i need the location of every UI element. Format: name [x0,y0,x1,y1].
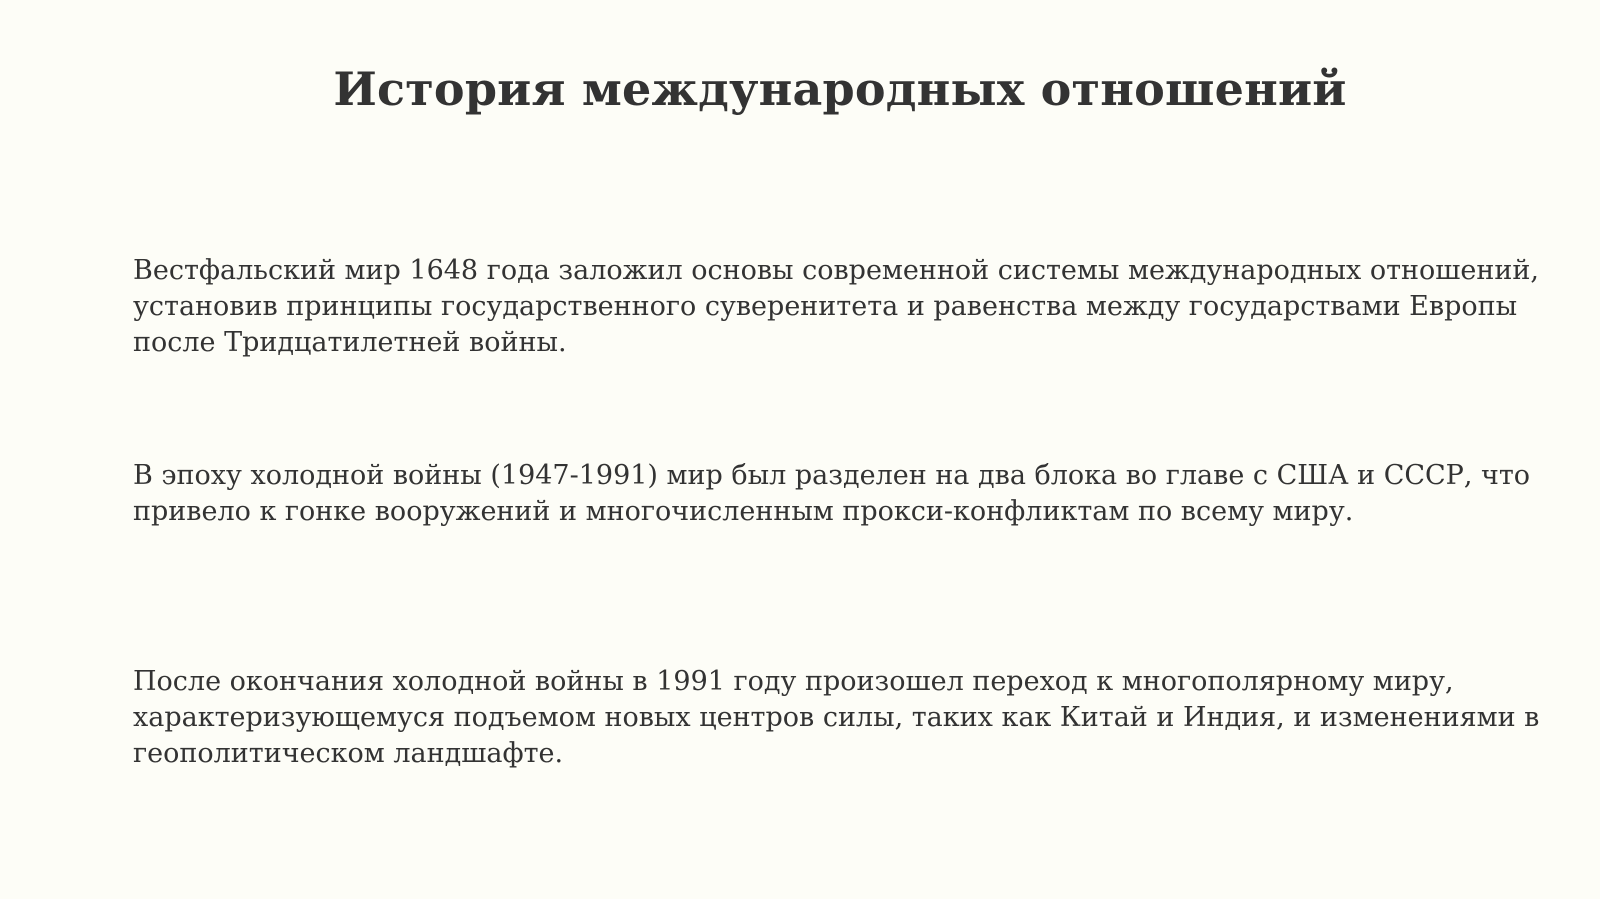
paragraph-westphalia: Вестфальский мир 1648 года заложил основы современной системы международных отношений, установив принципы государственного суверенитета и равенства между государствами Европы после Тридцатилетней войны. [133,255,1539,358]
paragraph-multipolar-world: После окончания холодной войны в 1991 году произошел переход к многополярному миру, характеризующемуся подъемом новых центров силы, таких как Китай и Индия, и изменениями в геополитическом ландшафте. [133,666,1540,769]
slide-title: История международных отношений [333,62,1347,116]
paragraph-cold-war: В эпоху холодной войны (1947-1991) мир был разделен на два блока во главе с США и СССР, что привело к гонке вооружений и многочисленным прокси-конфликтам по всему миру. [133,460,1531,527]
